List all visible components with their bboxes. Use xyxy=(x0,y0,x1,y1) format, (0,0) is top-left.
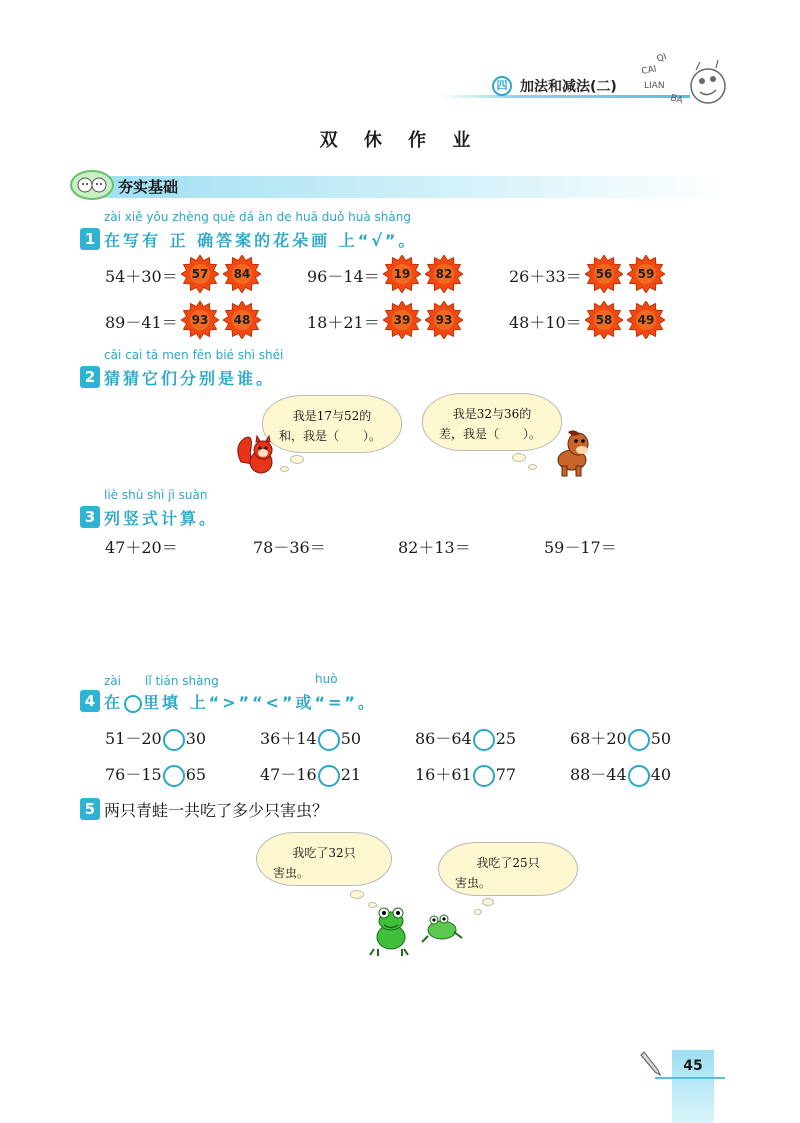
svg-text:LIAN: LIAN xyxy=(644,81,665,91)
pencil-icon xyxy=(640,1050,662,1080)
frog-icon xyxy=(420,910,464,948)
flower-answer-option[interactable] xyxy=(627,255,665,293)
comparison-right: 50 xyxy=(340,729,362,748)
flower-option-value: 19 xyxy=(393,267,411,281)
comparison-problem xyxy=(260,726,361,751)
svg-text:CAI: CAI xyxy=(640,64,658,77)
circle-blank-icon xyxy=(124,695,142,713)
thought-dot xyxy=(290,455,304,464)
bubble-line: 我是17与52的 xyxy=(292,409,372,423)
squirrel-speech-bubble xyxy=(262,395,402,453)
comparison-left: 88－44 xyxy=(570,765,627,784)
flower-answer-option[interactable] xyxy=(181,255,219,293)
bubble-line: 害虫。 xyxy=(455,876,492,890)
q4-instruction xyxy=(104,690,377,713)
brand-logo xyxy=(620,48,730,121)
flower-option-value: 58 xyxy=(595,313,613,327)
thought-dot xyxy=(482,898,494,906)
flower-answer-option[interactable] xyxy=(383,255,421,293)
q4-number: 4 xyxy=(80,690,100,712)
q1-expression: 26＋33＝ xyxy=(509,267,582,286)
bubble-line: 我吃了25只 xyxy=(476,856,540,870)
comparison-problem xyxy=(105,762,206,787)
flower-answer-option[interactable] xyxy=(383,301,421,339)
comparison-blank-circle[interactable] xyxy=(163,729,185,751)
comparison-left: 68＋20 xyxy=(570,729,627,748)
comparison-left: 47－16 xyxy=(260,765,317,784)
comparison-right: 25 xyxy=(495,729,517,748)
frog-icon xyxy=(368,905,414,961)
comparison-left: 76－15 xyxy=(105,765,162,784)
flower-answer-option[interactable] xyxy=(585,255,623,293)
flower-answer-option[interactable] xyxy=(425,301,463,339)
section-header xyxy=(70,170,725,200)
vertical-calc-problem: 47＋20＝ xyxy=(105,538,178,557)
q4-text-b: 里填 上“>”“<”或“=”。 xyxy=(143,693,377,712)
bubble-line: 差，我是（ ）。 xyxy=(439,427,542,441)
flower-answer-option[interactable] xyxy=(223,255,261,293)
flower-option-value: 49 xyxy=(637,313,655,327)
flower-option-value: 39 xyxy=(393,313,411,327)
comparison-right: 77 xyxy=(495,765,517,784)
comparison-left: 36＋14 xyxy=(260,729,317,748)
comparison-blank-circle[interactable] xyxy=(628,765,650,787)
comparison-left: 16＋61 xyxy=(415,765,472,784)
comparison-right: 40 xyxy=(650,765,672,784)
q1-expression: 89－41＝ xyxy=(105,313,178,332)
unit-title: 加法和减法(二) xyxy=(520,79,617,95)
q1-number: 1 xyxy=(80,228,100,250)
thought-dot xyxy=(280,466,289,472)
bubble-line: 我吃了32只 xyxy=(292,846,356,860)
svg-text:QI: QI xyxy=(655,52,669,65)
comparison-right: 30 xyxy=(185,729,207,748)
unit-badge: 四 xyxy=(492,76,512,96)
flower-option-value: 84 xyxy=(233,267,251,281)
comparison-left: 86－64 xyxy=(415,729,472,748)
flower-answer-option[interactable] xyxy=(627,301,665,339)
q4-pinyin: zài lǐ tián shàng xyxy=(104,674,219,688)
bubble-line: 害虫。 xyxy=(273,866,310,880)
comparison-right: 65 xyxy=(185,765,207,784)
bubble-line: 和，我是（ ）。 xyxy=(279,429,382,443)
thought-dot xyxy=(528,464,537,470)
page-number: 45 xyxy=(683,1058,703,1074)
q3-instruction: 列竖式计算。 xyxy=(104,509,219,528)
q4-text-a: 在 xyxy=(104,693,124,712)
comparison-right: 50 xyxy=(650,729,672,748)
comparison-blank-circle[interactable] xyxy=(473,729,495,751)
flower-option-value: 56 xyxy=(595,267,613,281)
flower-answer-option[interactable] xyxy=(425,255,463,293)
q1-expression: 54＋30＝ xyxy=(105,267,178,286)
q2-instruction: 猜猜它们分别是谁。 xyxy=(104,369,276,388)
q1-instruction: 在写有 正 确答案的花朵画 上“√”。 xyxy=(104,231,418,250)
flower-answer-option[interactable] xyxy=(585,301,623,339)
comparison-blank-circle[interactable] xyxy=(628,729,650,751)
q5-question: 两只青蛙一共吃了多少只害虫？ xyxy=(104,801,329,820)
section-label: 夯实基础 xyxy=(118,178,179,196)
frog-speech-bubble xyxy=(438,842,578,896)
q4-pinyin-b: huò xyxy=(315,672,338,686)
flower-option-value: 48 xyxy=(233,313,251,327)
q1-expression: 96－14＝ xyxy=(307,267,380,286)
comparison-problem xyxy=(415,726,516,751)
q5-number: 5 xyxy=(80,798,100,820)
page-title: 双 休 作 业 xyxy=(319,130,481,151)
bubble-line: 我是32与36的 xyxy=(452,407,532,421)
squirrel-icon xyxy=(233,432,279,480)
q2-pinyin: cāi cai tā men fēn bié shì shéi xyxy=(104,348,284,362)
q1-pinyin: zài xiě yǒu zhèng què dá àn de huā duǒ huà shàng xyxy=(104,210,411,224)
kids-icon xyxy=(70,170,114,200)
vertical-calc-problem: 82＋13＝ xyxy=(398,538,471,557)
horse-speech-bubble xyxy=(422,393,562,451)
comparison-problem xyxy=(260,762,361,787)
frog-speech-bubble xyxy=(256,832,392,886)
section-band xyxy=(100,176,725,198)
flower-option-value: 93 xyxy=(191,313,209,327)
flower-answer-option[interactable] xyxy=(223,301,261,339)
flower-option-value: 59 xyxy=(637,267,655,281)
vertical-calc-problem: 59－17＝ xyxy=(544,538,617,557)
horse-icon xyxy=(552,428,598,482)
q1-expression: 48＋10＝ xyxy=(509,313,582,332)
q1-expression: 18＋21＝ xyxy=(307,313,380,332)
q3-pinyin: liè shù shì jì suàn xyxy=(104,488,208,502)
comparison-blank-circle[interactable] xyxy=(318,729,340,751)
comparison-right: 21 xyxy=(340,765,362,784)
svg-text:BA: BA xyxy=(669,93,684,107)
comparison-blank-circle[interactable] xyxy=(473,765,495,787)
comparison-problem xyxy=(570,762,671,787)
vertical-calc-problem: 78－36＝ xyxy=(253,538,326,557)
thought-dot xyxy=(512,453,526,462)
comparison-problem xyxy=(105,726,206,751)
flower-option-value: 93 xyxy=(435,313,453,327)
comparison-problem xyxy=(415,762,516,787)
comparison-blank-circle[interactable] xyxy=(163,765,185,787)
comparison-left: 51－20 xyxy=(105,729,162,748)
comparison-blank-circle[interactable] xyxy=(318,765,340,787)
thought-dot xyxy=(474,909,482,915)
flower-option-value: 82 xyxy=(435,267,453,281)
comparison-problem xyxy=(570,726,671,751)
thought-dot xyxy=(350,890,364,899)
q3-number: 3 xyxy=(80,506,100,528)
flower-answer-option[interactable] xyxy=(181,301,219,339)
flower-option-value: 57 xyxy=(191,267,209,281)
q2-number: 2 xyxy=(80,366,100,388)
page-number-rule xyxy=(655,1077,725,1079)
